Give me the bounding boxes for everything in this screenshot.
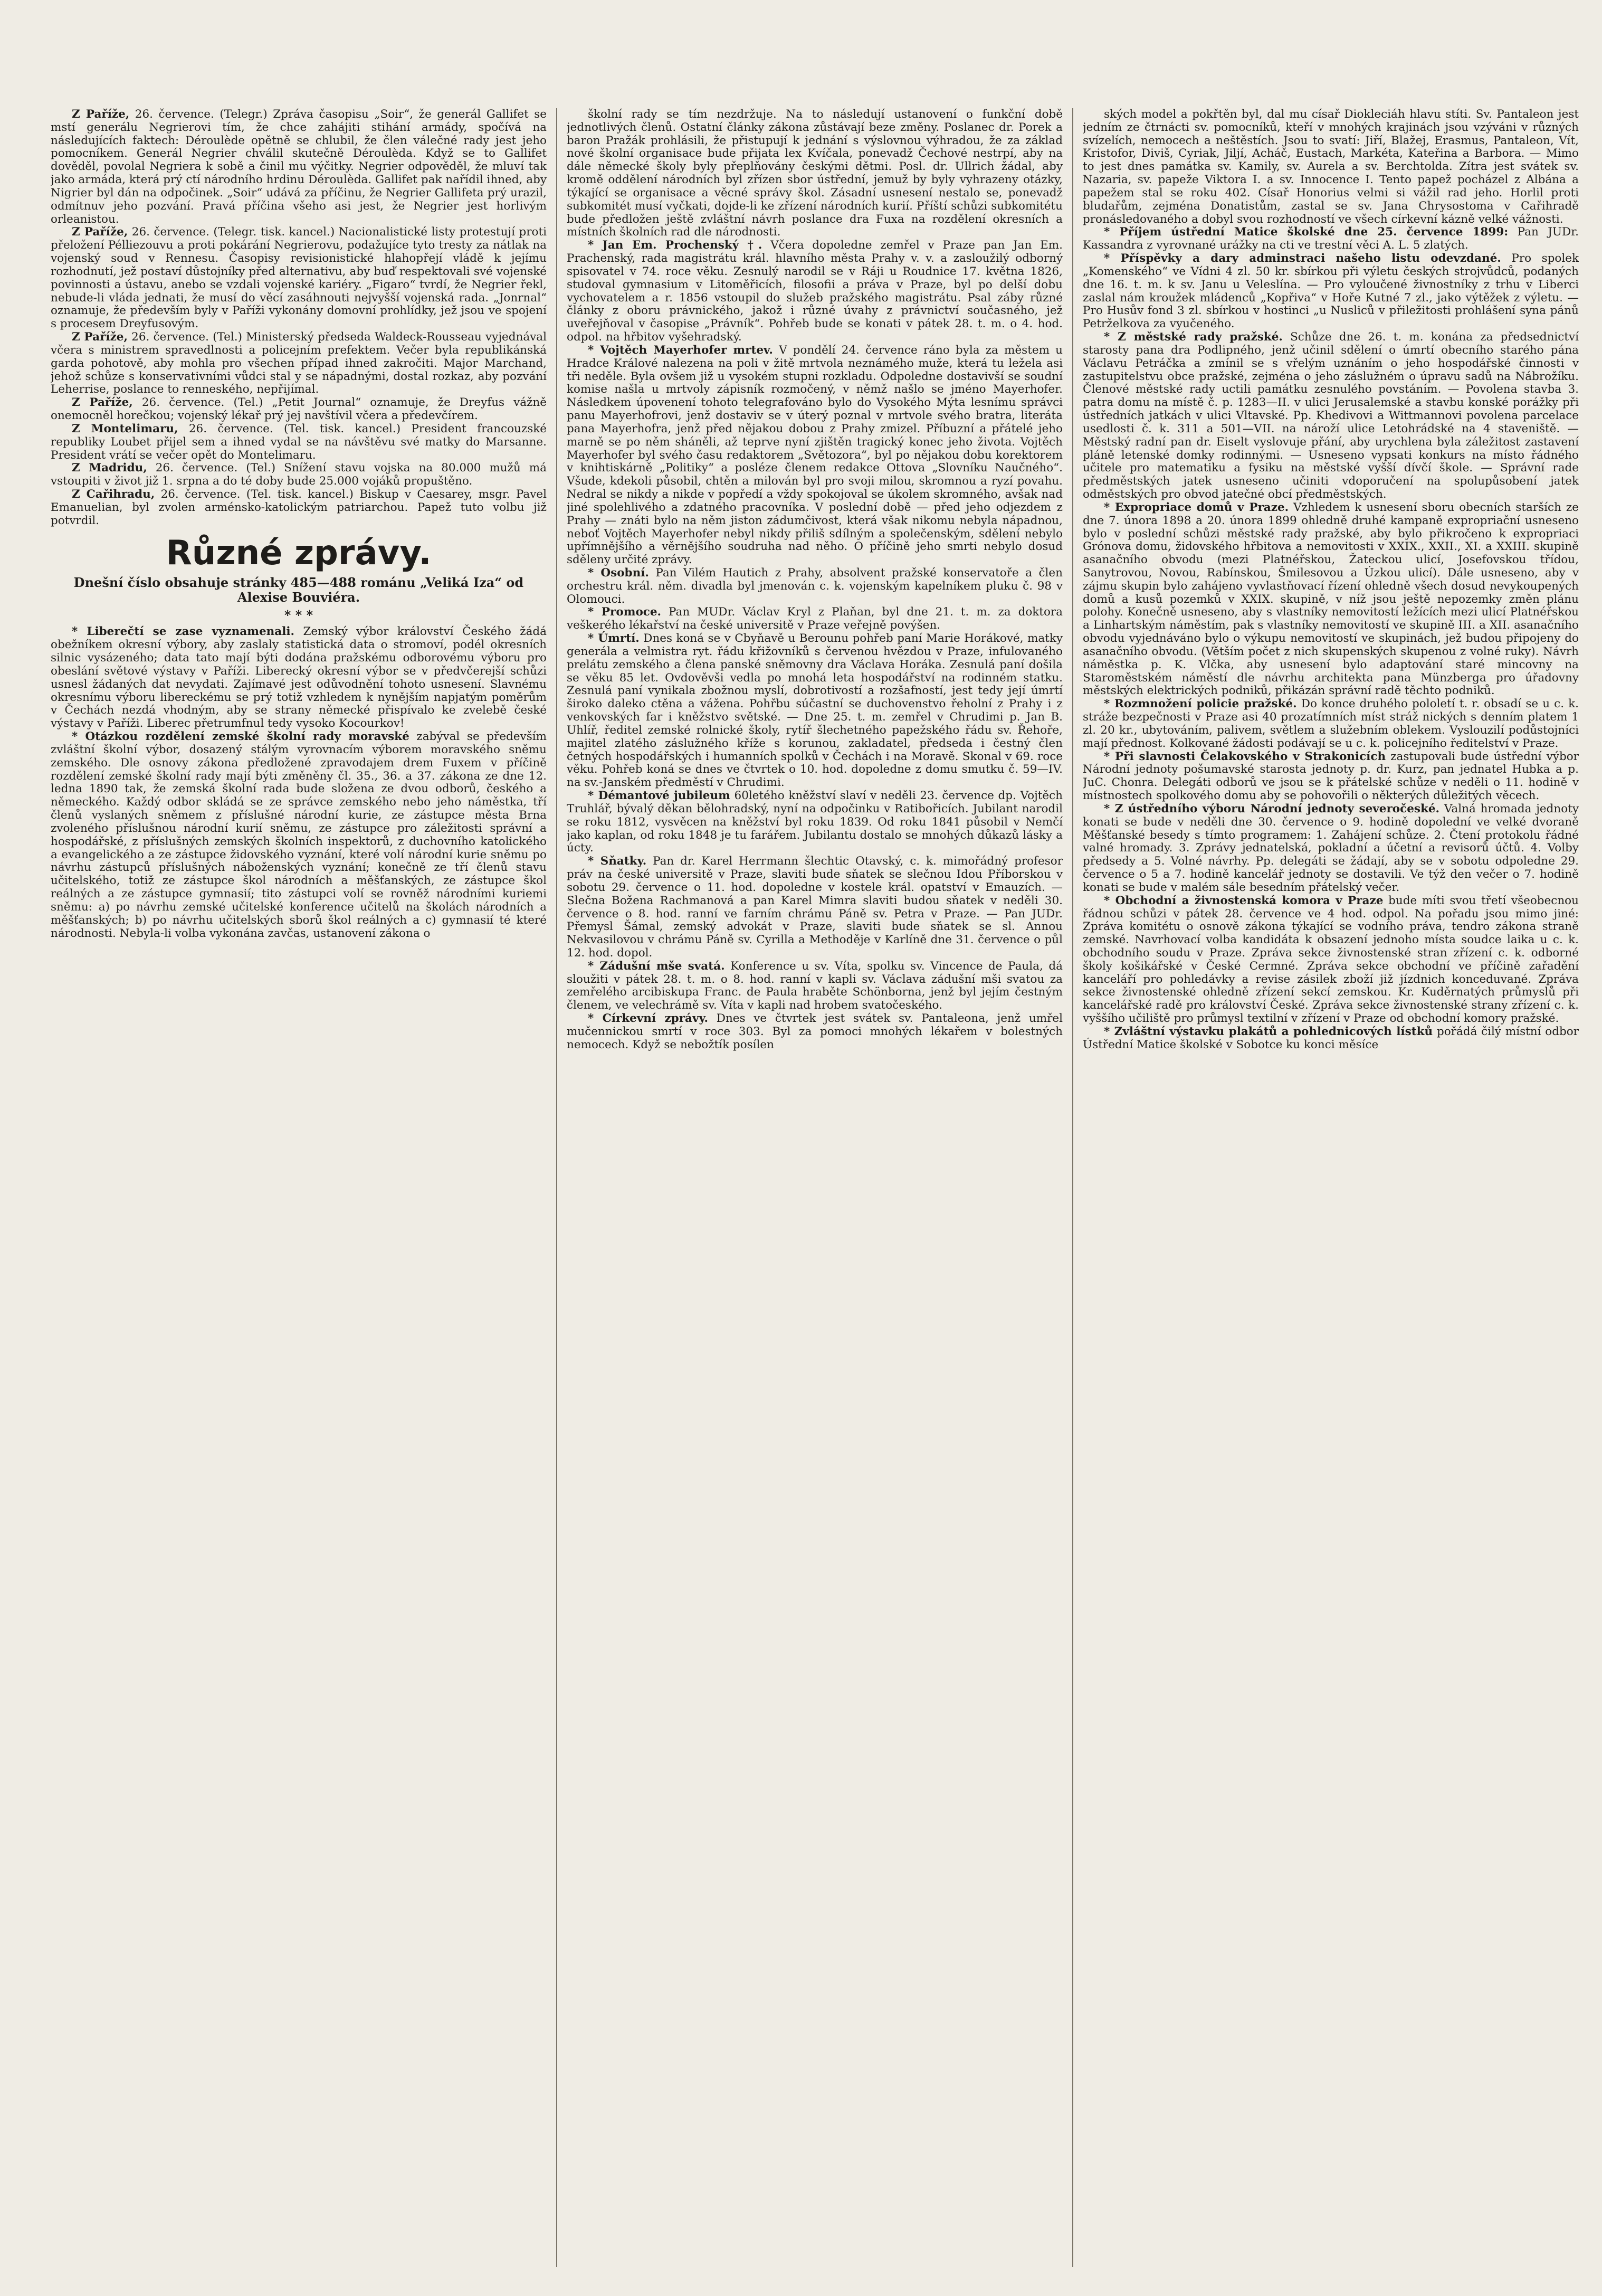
- news-item: [1083, 1026, 1579, 1052]
- news-item: [1083, 698, 1579, 750]
- item-lead: * Z ústředního výboru Národní jednoty severočeské.: [1104, 802, 1440, 815]
- item-text: 26. července. (Telegr. tisk. kancel.) Nacionalistické listy protestují proti přeložení Pélliezouvu a proti pokárání Negrierovu, podažujíce tyto tresty za nátlak na vojenský soud v Rennesu. Časopisy revisionistické hlahopřejí vládě k jejímu rozhodnutí, jež postaví důstojníky před alternativu, aby buď respektovali své vojenské povinnosti a ústavu, anebo se vzdali vojenské kariéry. „Figaro“ tvrdí, že Negrier řekl, nebude-li vláda jednati, že musí do věcí zasáhnouti nejvyšší vojenská rada. „Jonrnal“ oznamuje, že především byly v Paříži vykonány domovní prohlídky, jež jsou ve spojení s procesem Dreyfusovým.: [51, 225, 547, 331]
- news-item: [567, 960, 1063, 1012]
- item-lead: Z Paříže,: [72, 330, 128, 344]
- item-lead: * Obchodní a živnostenská komora v Praze: [1104, 894, 1384, 907]
- item-lead: Z Montelimaru,: [72, 422, 178, 435]
- item-lead: * Expropriace domů v Praze.: [1104, 500, 1289, 514]
- separator-stars: * * *: [284, 607, 313, 623]
- item-lead: Z Paříže,: [72, 108, 130, 121]
- item-text: Včera dopoledne zemřel v Praze pan Jan Em. Prachenský, rada magistrátu král. hlavního města Prahy v. v. a zasloužilý odborný spisovatel v 74. roce věku. Zesnulý narodil se v Ráji u Roudnice 17. května 1826, studoval gymnasium v Litoměřicích, filosofii a práva v Praze, byl po delší dobu vychovatelem a r. 1856 vstoupil do služeb pražského magistrátu. Psal záby různé články z oboru právnického, jakož i různé úvahy z právnictví současného, jež uveřejňoval v časopise „Právník“. Pohřeb bude se konati v pátek 28. t. m. o 4. hod. odpol. na hřbitov vyšehradský.: [567, 239, 1063, 344]
- column-divider: [1072, 108, 1073, 2267]
- news-item: [51, 226, 547, 331]
- item-lead: * Otázkou rozdělení zemské školní rady moravské: [72, 730, 409, 744]
- item-text: Valná hromada jednoty konati se bude v neděli dne 30. července o 9. hodině dopolední ve velké dvoraně Měšťanské besedy s tímto programem: 1. Zahájení schůze. 2. Čtení protokolu řádné valné hromady. 3. Zprávy jednatelská, pokladní a účetní a revisorů účtů. 4. Volby předsedy a 5. Volné návrhy. Pp. delegáti se žádají, aby se v sobotu odpoledne 29. července o 5 a 7. hodině kancelář jednoty se dostavili. Ve týž den večer o 7. hodině konati se bude v malém sále besedním přátelský večer.: [1083, 802, 1579, 894]
- item-text: Zemský výbor království Českého žádá obežníkem okresní výbory, aby zaslaly statistická data o stromoví, podél okresních silnic vysázeného; data tato mají býti dodána pražskému odborovému výboru pro obeslání světové výstavy v Paříži. Liberecký okresní výbor se v předvčerejší schůzi usnesl žádaných dat nevydati. Zajímavé jest odůvodnění tohoto usnesení. Slavnému okresnímu výboru libereckému se prý totiž vzhledem k nynějším napjatým poměrům v Čechách nezdá vhodným, aby se strany německé přispívalo ke zvelebě české výstavy v Paříži. Liberec přetrumfnul tedy vysoko Kocourkov!: [51, 625, 547, 730]
- item-text: 26. července. (Tel.) Ministerský předseda Waldeck-Rousseau vyjednával včera s ministrem spravedlnosti a policejním prefektem. Večer byla republikánská garda pohotově, aby mohla pro všechen případ ihned zakročiti. Major Marchand, jehož schůze s konservativními vůdci stal y se nápadnými, dostal rozkaz, aby pozvání Leherrise, poslance to renneského, nepřijímal.: [51, 330, 547, 396]
- news-item: [1083, 501, 1579, 698]
- news-item: [1083, 803, 1579, 895]
- news-item: [1083, 226, 1579, 252]
- item-text: 26. července. (Tel. tisk. kancel.) President francouzské republiky Loubet přijel sem a ihned vydal se na návštěvu své matky do Marsanne. President vrátí se večer opět do Montelimaru.: [51, 422, 547, 462]
- item-text: Pan Vilém Hautich z Prahy, absolvent pražské konservatoře a člen orchestru král. něm. divadla byl jmenován c. k. vojenským kapelníkem pluku č. 98 v Olomouci.: [567, 566, 1063, 606]
- item-text: zastupovali bude ústřední výbor Národní jednoty pošumavské starosta jednoty p. dr. Kurz, pan jednatel Hubka a p. JuC. Chonra. Delegáti odborů ve jsou se k přátelské schůze v neděli o 11. hodině v místnostech spolkového domu aby se pohovořili o některých důležitých věcech.: [1083, 749, 1579, 803]
- news-item: [1083, 331, 1579, 501]
- news-item: [567, 239, 1063, 344]
- item-text: Do konce druhého pololetí t. r. obsadí se u c. k. stráže bezpečnosti v Praze asi 40 prozatímních míst stráž nických s denním platem 1 zl. 20 kr., ubytováním, palivem, světlem a služebním oblekem. Vyslouzilí podůstojníci mají přednost. Kolkované žádosti podávají se u c. k. policejního ředitelství v Praze.: [1083, 697, 1579, 750]
- news-item: [51, 331, 547, 396]
- item-text: 60letého kněžství slaví v neděli 23. července dp. Vojtěch Truhlář, bývalý děkan bělohradský, nyní na odpočinku v Ratibořicích. Jubilant narodil se roku 1812, vysvěcen na kněžství byl roku 1839. Od roku 1841 působil v Nemčí jako kaplan, od roku 1848 je tu farářem. Jubilantu dostalo se mnohých důkazů lásky a úcty.: [567, 789, 1063, 855]
- news-item: [1083, 895, 1579, 1026]
- item-text: Pan MUDr. Václav Kryl z Plaňan, byl dne 21. t. m. za doktora veškerého lékařství na české universitě v Praze veřejně povýšen.: [567, 605, 1063, 632]
- news-item: [1083, 751, 1579, 803]
- news-item: [567, 855, 1063, 960]
- column-2: [567, 108, 1063, 2267]
- news-item: [51, 462, 547, 488]
- item-text: Konference u sv. Víta, spolku sv. Vincence de Paula, dá sloužiti v pátek 28. t. m. o 8. hod. ranní v kapli sv. Václava zádušní mši svatou za zemřelého arcibiskupa Franc. de Paula hraběte Schönborna, jenž byl jejím čestným členem, ve velechrámě sv. Víta v kapli nad hrobem svatočeského.: [567, 959, 1063, 1012]
- item-lead: * Rozmnožení policie pražské.: [1104, 697, 1297, 711]
- serial-notice: Dnešní číslo obsahuje stránky 485—488 románu „Veliká Iza“ od Alexise Bouviéra.: [73, 575, 524, 605]
- item-lead: * Z městské rady pražské.: [1104, 330, 1283, 344]
- item-lead: Z Paříže,: [72, 396, 133, 410]
- news-item: [567, 632, 1063, 790]
- item-lead: * Sňatky.: [588, 855, 647, 868]
- item-lead: * Zádušní mše svatá.: [588, 959, 725, 973]
- news-item: [567, 1012, 1063, 1051]
- misc-news: [51, 625, 547, 940]
- item-lead: * Vojtěch Mayerhofer mrtev.: [588, 343, 773, 357]
- item-text: pořádá čilý místní odbor Ústřední Matice školské v Sobotce ku konci měsíce: [1083, 1024, 1579, 1051]
- item-text: Dnes koná se v Cbyňavě u Berounu pohřeb paní Marie Horákové, matky generála a velmistra ryt. řádu křižovníků s červenou hvězdou v Praze, infulovaného prelátu zemského a člena panské sněmovny dra Václava Horáka. Zesnulá paní došila se věku 85 let. Ovdověvši vedla po mnohá leta hospodářství na rodinném statku. Zesnulá paní vynikala zbožnou myslí, dobrotivostí a rozšafností, jest tedy její úmrtí široko daleko ctěna a vážena. Pohřbu súčastní se duchovenstvo řeholní z Prahy i z venkovských far i kněžstvo světské. — Dne 25. t. m. zemřel v Chrudimi p. Jan B. Uhlíř, ředitel zemské rolnické školy, rytíř šlechetného papežského řádu sv. Řehoře, majitel zlatého záslužného kříže s korunou, zakladatel, předseda i čestný člen četných hospodářských i humanních spolků v Čechách i na Moravě. Skonal v 69. roce věku. Pohřeb koná se dnes ve čtvrtek o 10. hod. dopoledne z domu smutku č. 59—IV. na sv.-Janském předměstí v Chrudimi.: [567, 632, 1063, 790]
- foreign-news: [51, 108, 547, 528]
- news-item: [1083, 252, 1579, 331]
- news-item: [567, 567, 1063, 606]
- item-lead: Z Cařihradu,: [72, 488, 155, 501]
- item-lead: * Příjem ústřední Matice školské dne 25. července 1899:: [1104, 225, 1509, 239]
- item-text: Vzhledem k usnesení sboru obecních starších ze dne 7. února 1898 a 20. února 1899 ohledně druhé kampaně expropriační usneseno bylo v poslední schůzi městské rady pražské, aby bylo přikročeno k expropriaci Grónova domu, židovského hřbitova a nemovitosti v XXIX., XXII., XI. a XXIII. skupině asanačního obvodu (mezi Platnéřskou, Žateckou ulicí, Josefovskou třídou, Sanytrovou, Novou, Rabínskou, Šmilesovou a Úzkou ulicí). Dále usneseno, aby v zájmu skupin bylo zahájeno vyvlastňovací řízení ohledně všech dosud nevykoupených domů a kusů pozemků v XXIX. skupině, v níž jsou ještě nepozemky změn plánu polohy. Konečně usneseno, aby s vlastníky nemovitostí ležících mezi ulicí Platnéřskou a Linhartským náměstím, pak s vlastníky nemovitostí ve skupině III. a XII. asanačního obvodu vyjednáváno bylo o výkupu nemovitostí ve skupinách, jež budou připojeny do asanačního obvodu. (Větším počet z nich skupenských skupenou z volné ruky). Návrh náměstka p. K. Vlčka, aby usnesení bylo adaptování staré mincovny na Staroměstském náměstí dle návrhu architekta pana Münzberga pro úřadovny městských elektrických podniků, přikázán správní radě těchto podniků.: [1083, 500, 1579, 698]
- news-item: [51, 488, 547, 527]
- news-item: [1083, 108, 1579, 226]
- column-divider: [556, 108, 557, 2267]
- news-item: [567, 344, 1063, 567]
- item-text: zabýval se především zvláštní školní výbor, dosazený stálým vyrovnacím výborem moravského sněmu zemského. Dle osnovy zákona předložené zpravodajem drem Fuxem v příčině rozdělení zemské školní rady mají býti změněny čl. 35., 36. a 37. zákona ze dne 12. ledna 1890 tak, že zemská školní rada bude složena ze dvou odborů, českého a německého. Každý odbor skládá se ze správce zemského nebo jeho náměstka, tří členů vyslaných sněmem z příslušné národní kurie, ze zástupce města Brna zvoleného příslušnou národní kurií sněmu, ze zástupce pro záležitosti správní a hospodářské, z příslušných zemských školních inspektorů, z duchovního katolického a evangelického a ze zástupce židovského vyznání, které volí národní kurie sněmu po návrhu zástupců příslušných náboženských vyznání; konečně ze tří členů stavu učitelského, totiž ze zástupce škol národních a měšťanských, ze zástupce škol reálných a ze zástupce gymnasií; tito zástupci volí se rovněž národními kuriemi sněmu: a) po návrhu zemské učitelské konference učitelů na školách národních a měšťanských; b) po návrhu učitelských sborů škol reálných a c) gymnasií té které národnosti. Nebyla-li volba vykonána zavčas, ustanovení zákona o: [51, 730, 547, 940]
- item-text: 26. července. (Tel.) Snížení stavu vojska na 80.000 mužů má vstoupiti v život již 1. srpna a do té doby bude 25.000 vojáků propuštěno.: [51, 461, 547, 488]
- news-item: [51, 108, 547, 226]
- item-text: 26. července. (Telegr.) Zpráva časopisu „Soir“, že generál Gallifet se mstí generálu Negrierovi tím, že chce zahájiti stihání armády, spočívá na následujících faktech: Déroulède opětně se chlubil, že člen válečné rady jest jeho pomocníkem. Generál Negrier chválil skutečně Déroulèda. Když se to Gallifet dověděl, povolal Negriera k sobě a činil mu výčitky. Negrier odpověděl, že mluví tak jako armáda, která prý ctí národního hrdinu Déroulèda. Gallifet pak nařídil ihned, aby Nigrier byl dán na odpočinek. „Soir“ udává za příčinu, že Negrier Gallifeta prý urazil, odmítnuv jeho pozvání. Pravá příčina všeho asi jest, že Negrier jest horlivým orleanistou.: [51, 108, 547, 226]
- column-1: [51, 108, 547, 2267]
- item-text: V pondělí 24. července ráno byla za městem u Hradce Králové nalezena na poli v žitě mrtvola neznámého muže, která tu ležela asi tři neděle. Byla ovšem již u vysokém stupni rozkladu. Odpoledne dostavivší se soudní komise našla u mrtvoly zápisník rozmočený, v němž našlo se jméno Mayerhofer. Následkem úpovenení tohoto telegrafováno bylo do Vysokého Mýta lesnímu správci panu Mayerhofrovi, jenž dostaviv se v úterý poznal v mrtvole svého bratra, literáta pana Mayerhofra, jenž před nějakou dobou z Prahy zmizel. Příbuzní a přátelé jeho marně se po něm sháněli, až teprve nyní zjištěn tragický konec jeho života. Vojtěch Mayerhofer byl svého času redaktorem „Světozora“, byl po nějakou dobu korektorem v knihtiskárně „Politiky“ a posléze členem redakce Ottova „Slovníku Naučného“. Všude, kdekoli působil, chtěn a milován byl pro svoji milou, skromnou a ryzí povahu. Nedral se nikdy a nikde v popředí a vždy spokojoval se úkolem skromného, avšak nad jiné spolehlivého a zdatného pracovníka. V poslední době — před jeho odjezdem z Prahy — znáti bylo na něm jiston zádumčivost, která však nikomu nebyla nápadnou, neboť Vojtěch Mayerhofer nebyl nikdy přiliš sdílným a společenským, sdělení nebylo upřímnějšího a věrnějšího soudruha nad něho. O příčině jeho smrti nebylo dosud sděleny určité zprávy.: [567, 343, 1063, 567]
- item-lead: * Liberečtí se zase vyznamenali.: [72, 625, 295, 639]
- item-text: 26. července. (Tel. tisk. kancel.) Biskup v Caesarey, msgr. Pavel Emanuelian, byl zvolen arménsko-katolickým patriarchou. Papež tuto volbu již potvrdil.: [51, 488, 547, 527]
- item-text: Pan dr. Karel Herrmann šlechtic Otavský, c. k. mimořádný profesor práv na české universitě v Praze, slaviti bude sňatek se slečnou Idou Příborskou v sobotu 29. července o 11. hod. dopoledne v kostele král. opatství v Emauzích. — Slečna Božena Rachmanová a pan Karel Mimra slaviti budou sňatek v neděli 30. července o 8. hod. ranní ve farním chrámu Páně sv. Petra v Praze. — Pan JUDr. Přemysl Šámal, zemský advokát v Praze, slaviti bude sňatek se sl. Annou Nekvasilovou v chrámu Páně sv. Cyrilla a Methoděje v Karlíně dne 31. července o půl 12. hod. dopol.: [567, 855, 1063, 960]
- item-text: ských model a pokřtěn byl, dal mu císař Diokleciáh hlavu stíti. Sv. Pantaleon jest jedním ze čtrnácti sv. pomocníků, kteří v mnohých krajinách jsou vzýváni v různých svízelích, nemocech a neštěstích. Jsou to svatí: Jiří, Blažej, Erasmus, Pantaleon, Vít, Kristofor, Diviš, Cyriak, Jiljí, Acháč, Eustach, Markéta, Kateřina a Barbora. — Mimo to jest dnes památka sv. Kamily, sv. Aurela a sv. Berchtolda. Zítra jest svátek sv. Nazaria, sv. papeže Viktora I. a sv. Innocence I. Tento papež pocházel z Albána a papežem stal se roku 402. Císař Honorius velmi si vážil rad jeho. Horlil proti bludařům, zejména Donatistům, zastal se sv. Jana Chrysostoma v Cařihradě pronásledovaného a dobyl svou rozhodností ve všech církevní kázně velké vážnosti.: [1083, 108, 1579, 226]
- item-lead: * Při slavnosti Čelakovského v Strakonicích: [1104, 749, 1386, 763]
- item-text: Dnes ve čtvrtek jest svátek sv. Pantaleona, jenž umřel mučennickou smrtí v roce 303. Byl za pomoci mnohých lékařem v bolestných nemocech. Když se nebožtík posílen: [567, 1012, 1063, 1051]
- item-lead: * Osobní.: [588, 566, 649, 580]
- news-item: [567, 790, 1063, 855]
- news-item: [567, 606, 1063, 632]
- item-text: Pan JUDr. Kassandra z vyrovnané urážky na cti ve trestní věci A. L. 5 zlatých.: [1083, 225, 1579, 252]
- columns: [51, 108, 1579, 2267]
- item-text: Pro spolek „Komenského“ ve Vídni 4 zl. 50 kr. sbírkou při výletu českých strojvůdců, podaných dne 16. t. m. k sv. Janu u Veleslína. — Pro vyloučené živnostníky z trhu v Liberci zaslal nám kroužek mládenců „Kopřiva“ v Hoře Kutné 7 zl., jako výtěžek z výletu. — Pro Husův fond 3 zl. sbírkou v hostinci „u Nusliců v přiležitosti prohlášení syna pánů Petrželkova za vyučeného.: [1083, 252, 1579, 331]
- item-lead: Z Madridu,: [72, 461, 147, 475]
- news-item: [51, 396, 547, 423]
- item-lead: * Démantové jubileum: [588, 789, 730, 803]
- section-heading: Různé zprávy.: [166, 533, 432, 573]
- news-item: [51, 423, 547, 462]
- item-text: školní rady se tím nezdržuje. Na to následují ustanovení o funkční době jednotlivých členů. Ostatní články zákona zůstávají beze změny. Poslanec dr. Porek a baron Pražák prohlásili, že přistupují k jednání s výslovnou výhradou, že za základ nové školní organisace bude přijata lex Kvíčala, ponevadž Čechové nestrpí, aby na dále německé školy byly přeplňovány českými dětmi. Posl. dr. Ullrich žádal, aby kromě oddělení národních byl zřízen sbor ústřední, jemuž by byly vyhrazeny otázky, týkající se organisace a věcné správy škol. Zásadní usnesení nestalo se, ponevadž subkomitét musí vyčkati, dojde-li ke zřízení národních kurií. Příští schůzi subkomitétu bude předložen ještě zvláštní návrh poslance dra Fuxa na rozdělení okresních a místních školních rad dle národnosti.: [567, 108, 1063, 239]
- news-item: [51, 730, 547, 940]
- item-text: bude míti svou třetí všeobecnou řádnou schůzi v pátek 28. července ve 4 hod. odpol. Na pořadu jsou mimo jiné: Zpráva komitétu o osnově zákona týkající se vodního práva, tendro zákona straně zemské. Navrhovací volba kandidáta k obsazení jednoho místa soudce laika u c. k. obchodního soudu v Praze. Zpráva sekce živnostenské stran zřízení c. k. odborné školy košikářské v České Cermné. Zpráva sekce obchodní ve příčině zařadění kanceláří pro pohledávky a revise zásilek zboží již jízdnich konceduvané. Zpráva sekce živnostenské ohledně zřízení sekcí zemskou. Kr. Kuděrnatých průmyslů při kancelářské radě pro království České. Zpráva sekce živnostenské strany zřízení c. k. vyššího učiliště pro průmysl textilní v zřízení v Praze od obchodní komory pražské.: [1083, 894, 1579, 1026]
- item-lead: * Promoce.: [588, 605, 662, 619]
- item-lead: * Jan Em. Prochenský †.: [588, 239, 762, 252]
- news-item: [51, 625, 547, 730]
- item-lead: * Zvláštní výstavku plakátů a pohlednicových lístků: [1104, 1024, 1433, 1038]
- item-lead: Z Paříže,: [72, 225, 128, 239]
- column-3: [1083, 108, 1579, 2267]
- item-lead: * Úmrtí.: [588, 632, 640, 646]
- item-lead: * Příspěvky a dary adminstraci našeho listu odevzdané.: [1104, 252, 1501, 265]
- news-item: [567, 108, 1063, 239]
- item-text: Schůze dne 26. t. m. konána za předsednictví starosty pana dra Podlipného, jenž učinil sdělení o úmrtí obecního starého pána Václavu Petráčka a zmínil se s vřelým uznáním o jeho hospodářské činnosti v zastupitelstvu obce pražské, zejména o jeho záslužném o úpravu sadů na Nábrožíku. Členové městské rady uctili památku zesnulého povstáním. — Povolena stavba 3. patra domu na místě č. p. 1283—II. v ulici Jerusalemské a stavbu konské porážky při ústředních jatkách v ulici Vltavské. Pp. Khedivovi a Wittmannovi povolena parcelace usedlosti č. k. 311 a 501—VII. na nároží ulice Letohrádské na 4 staveniště. — Městský radní pan dr. Eiselt vyslovuje přání, aby urychlena byla záležitost zastavení pláně letenské domky rodinnými. — Usneseno vypsati konkurs na místo řádného učitele pro matematiku a fysiku na městské vyšší dívčí škole. — Správní rade předměstských jatek usneseno učiniti vdoporučení na spolupůsobení jatek odměstských pro obvod jatečné obcí předměstských.: [1083, 330, 1579, 501]
- item-lead: * Církevní zprávy.: [588, 1012, 708, 1026]
- item-text: 26. července. (Tel.) „Petit Journal“ oznamuje, že Dreyfus vážně onemocněl horečkou; vojenský lékař prý jej navštívil včera a předevčírem.: [51, 396, 547, 423]
